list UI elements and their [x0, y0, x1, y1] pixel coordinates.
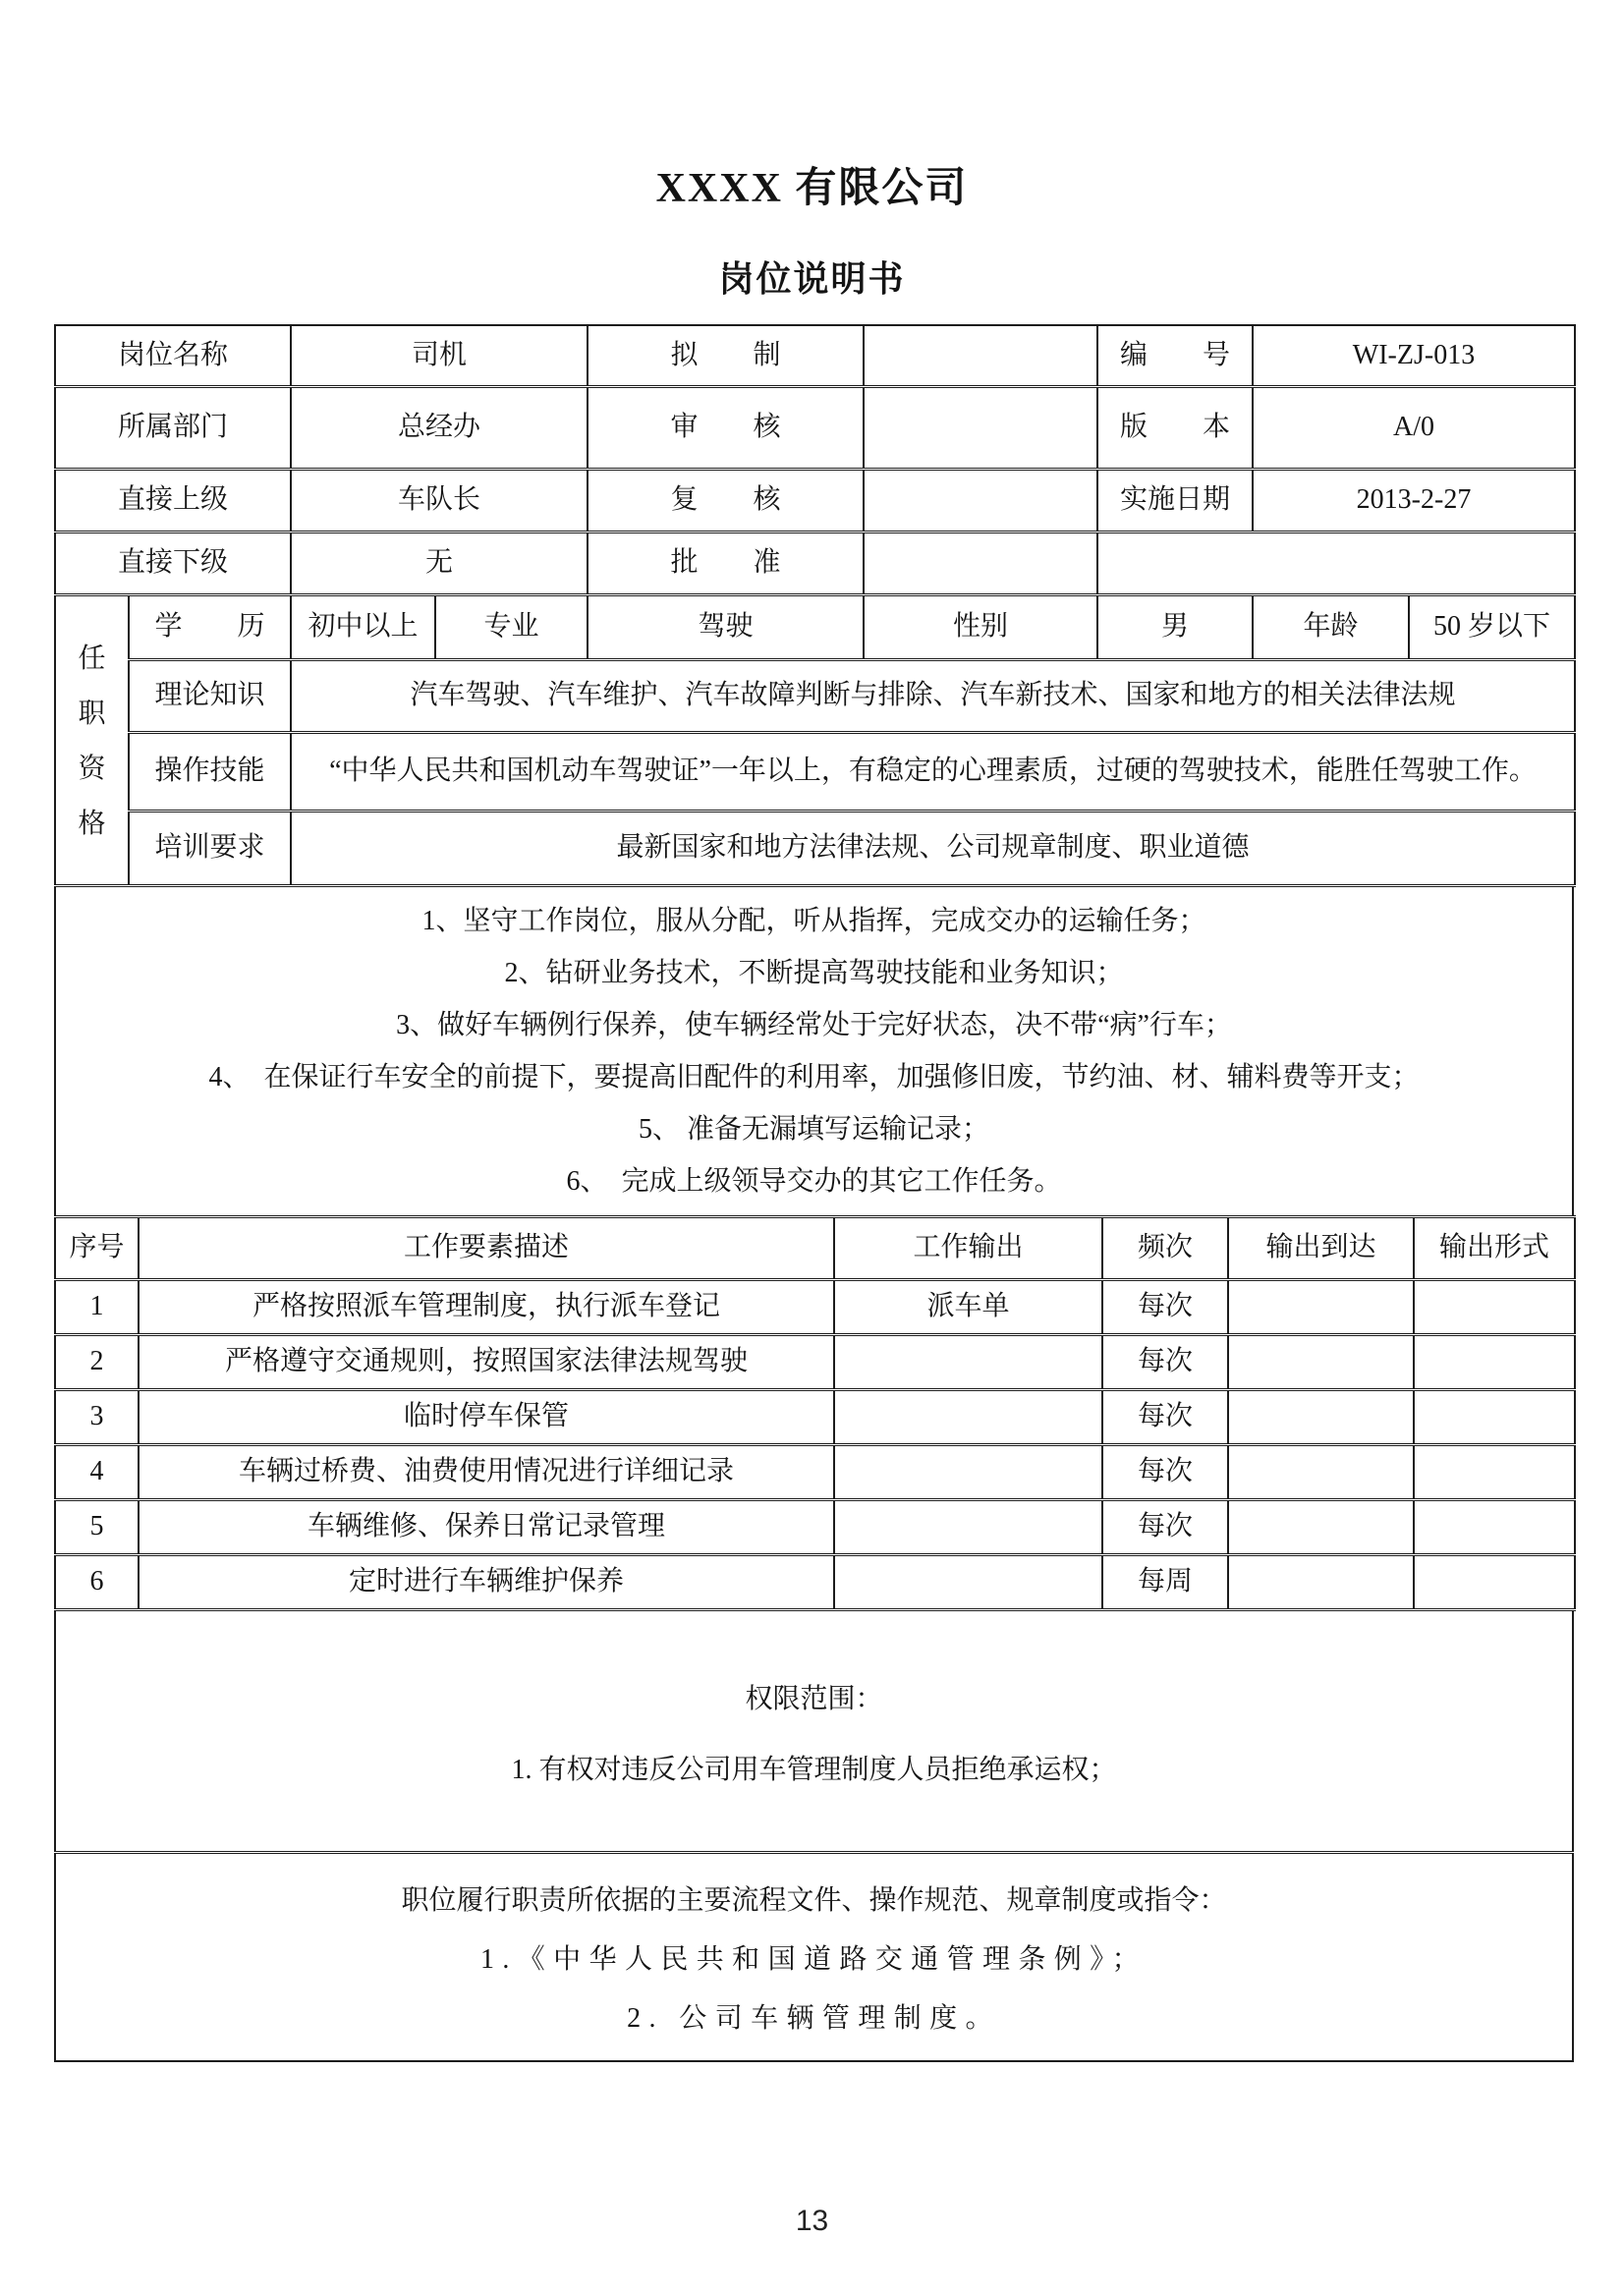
work-desc: 严格遵守交通规则，按照国家法律法规驾驶 — [139, 1334, 834, 1389]
work-row — [55, 1334, 1575, 1389]
work-row — [55, 1554, 1575, 1609]
info-value: 总经办 — [291, 386, 588, 469]
info-label: 所属部门 — [55, 386, 291, 469]
work-dest — [1228, 1499, 1414, 1554]
responsibility-item: 3、做好车辆例行保养，使车辆经常处于完好状态，决不带“病”行车； — [396, 1009, 1232, 1040]
gender-label: 性别 — [864, 594, 1097, 659]
reference-item: 1.《中华人民共和国道路交通管理条例》； — [479, 1943, 1148, 1975]
skill-label: 操作技能 — [129, 732, 291, 811]
info-value: 2013-2-27 — [1253, 469, 1575, 532]
work-no: 6 — [55, 1554, 139, 1609]
training-row — [55, 811, 1575, 885]
major-label: 专业 — [435, 594, 588, 659]
authority-item: 1. 有权对违反公司用车管理制度人员拒绝承运权； — [511, 1754, 1117, 1785]
responsibilities-section — [54, 884, 1574, 1218]
info-value: A/0 — [1253, 386, 1575, 469]
col-header-dest: 输出到达 — [1228, 1216, 1414, 1279]
reference-item: 2. 公司车辆管理制度。 — [627, 2002, 1001, 2034]
work-output: 派车单 — [834, 1279, 1102, 1334]
info-label: 实施日期 — [1097, 469, 1253, 532]
education-value: 初中以上 — [291, 594, 435, 659]
theory-value: 汽车驾驶、汽车维护、汽车故障判断与排除、汽车新技术、国家和地方的相关法律法规 — [291, 659, 1575, 732]
theory-row — [55, 659, 1575, 732]
work-output — [834, 1389, 1102, 1444]
references-cell — [55, 1852, 1573, 2061]
work-row — [55, 1389, 1575, 1444]
gender-value: 男 — [1097, 594, 1253, 659]
work-form — [1414, 1279, 1575, 1334]
references-title: 职位履行职责所依据的主要流程文件、操作规范、规章制度或指令： — [401, 1884, 1227, 1916]
info-value — [1097, 532, 1575, 594]
info-row — [55, 325, 1575, 386]
work-desc: 定时进行车辆维护保养 — [139, 1554, 834, 1609]
training-value: 最新国家和地方法律法规、公司规章制度、职业道德 — [291, 811, 1575, 885]
col-header-no: 序号 — [55, 1216, 139, 1279]
work-form — [1414, 1444, 1575, 1499]
work-desc: 严格按照派车管理制度，执行派车登记 — [139, 1279, 834, 1334]
work-dest — [1228, 1389, 1414, 1444]
work-freq: 每次 — [1102, 1279, 1228, 1334]
work-output — [834, 1554, 1102, 1609]
work-form — [1414, 1334, 1575, 1389]
authority-cell — [55, 1609, 1573, 1852]
work-output — [834, 1444, 1102, 1499]
document-body — [54, 324, 1574, 2062]
work-form — [1414, 1389, 1575, 1444]
work-output — [834, 1499, 1102, 1554]
info-value — [864, 386, 1097, 469]
work-freq: 每次 — [1102, 1389, 1228, 1444]
skill-row — [55, 732, 1575, 811]
skill-value: “中华人民共和国机动车驾驶证”一年以上，有稳定的心理素质，过硬的驾驶技术，能胜任驾驶工作。 — [291, 732, 1575, 811]
work-dest — [1228, 1279, 1414, 1334]
training-label: 培训要求 — [129, 811, 291, 885]
qualification-table — [54, 593, 1576, 887]
info-label: 编 号 — [1097, 325, 1253, 386]
work-desc: 车辆维修、保养日常记录管理 — [139, 1499, 834, 1554]
info-label: 拟 制 — [588, 325, 864, 386]
info-table — [54, 324, 1576, 596]
info-label: 复 核 — [588, 469, 864, 532]
info-value: WI-ZJ-013 — [1253, 325, 1575, 386]
qualification-section-label: 任职资格 — [55, 594, 129, 885]
work-freq: 每次 — [1102, 1444, 1228, 1499]
info-value — [864, 469, 1097, 532]
major-value: 驾驶 — [588, 594, 864, 659]
col-header-form: 输出形式 — [1414, 1216, 1575, 1279]
work-row — [55, 1444, 1575, 1499]
responsibility-item: 5、 准备无漏填写运输记录； — [638, 1113, 989, 1145]
responsibility-item: 6、 完成上级领导交办的其它工作任务。 — [566, 1165, 1062, 1197]
info-label: 岗位名称 — [55, 325, 291, 386]
work-row — [55, 1279, 1575, 1334]
work-freq: 每次 — [1102, 1334, 1228, 1389]
work-freq: 每次 — [1102, 1499, 1228, 1554]
responsibilities-cell — [55, 885, 1573, 1216]
info-label: 版 本 — [1097, 386, 1253, 469]
work-desc: 临时停车保管 — [139, 1389, 834, 1444]
work-no: 3 — [55, 1389, 139, 1444]
responsibility-item: 1、坚守工作岗位，服从分配，听从指挥，完成交办的运输任务； — [421, 905, 1206, 936]
authority-section — [54, 1608, 1574, 1854]
work-dest — [1228, 1334, 1414, 1389]
info-label: 批 准 — [588, 532, 864, 594]
info-row — [55, 386, 1575, 469]
page-number: 13 — [795, 2205, 829, 2237]
company-title: XXXX 有限公司 — [655, 166, 969, 211]
work-no: 5 — [55, 1499, 139, 1554]
work-form — [1414, 1554, 1575, 1609]
responsibility-item: 2、钻研业务技术，不断提高驾驶技能和业务知识； — [504, 957, 1124, 988]
work-freq: 每周 — [1102, 1554, 1228, 1609]
work-dest — [1228, 1444, 1414, 1499]
info-row — [55, 532, 1575, 594]
info-value — [864, 532, 1097, 594]
education-label: 学 历 — [129, 594, 291, 659]
info-label: 直接下级 — [55, 532, 291, 594]
authority-title: 权限范围： — [745, 1683, 883, 1714]
work-no: 1 — [55, 1279, 139, 1334]
work-form — [1414, 1499, 1575, 1554]
work-row — [55, 1499, 1575, 1554]
info-value: 司机 — [291, 325, 588, 386]
qualification-basic-row — [55, 594, 1575, 659]
age-label: 年龄 — [1253, 594, 1409, 659]
info-label: 审 核 — [588, 386, 864, 469]
col-header-freq: 频次 — [1102, 1216, 1228, 1279]
references-section — [54, 1851, 1574, 2062]
info-value — [864, 325, 1097, 386]
info-row — [55, 469, 1575, 532]
work-no: 4 — [55, 1444, 139, 1499]
age-value: 50 岁以下 — [1409, 594, 1575, 659]
col-header-desc: 工作要素描述 — [139, 1216, 834, 1279]
theory-label: 理论知识 — [129, 659, 291, 732]
info-label: 直接上级 — [55, 469, 291, 532]
doc-title: 岗位说明书 — [718, 259, 906, 299]
info-value: 车队长 — [291, 469, 588, 532]
work-desc: 车辆过桥费、油费使用情况进行详细记录 — [139, 1444, 834, 1499]
work-dest — [1228, 1554, 1414, 1609]
info-value: 无 — [291, 532, 588, 594]
work-header-row — [55, 1216, 1575, 1279]
work-elements-table — [54, 1215, 1576, 1611]
work-output — [834, 1334, 1102, 1389]
work-no: 2 — [55, 1334, 139, 1389]
col-header-output: 工作输出 — [834, 1216, 1102, 1279]
responsibility-item: 4、 在保证行车安全的前提下，要提高旧配件的利用率，加强修旧废，节约油、材、辅料费等开支； — [208, 1061, 1420, 1092]
